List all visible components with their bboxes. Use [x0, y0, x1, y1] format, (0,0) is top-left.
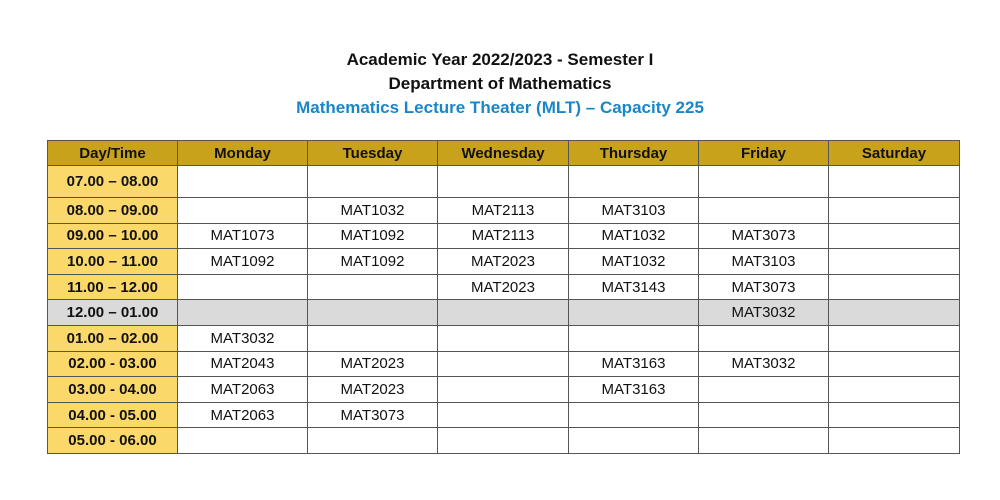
course-cell-saturday	[829, 223, 960, 249]
table-row	[48, 325, 960, 351]
table-row	[48, 428, 960, 454]
course-cell-wednesday: MAT2113	[438, 223, 569, 249]
column-header-monday: Monday	[178, 141, 308, 166]
course-cell-saturday	[829, 325, 960, 351]
course-cell-monday: MAT2063	[178, 402, 308, 428]
course-cell-monday	[178, 166, 308, 198]
course-cell-tuesday	[308, 300, 438, 326]
course-cell-friday	[699, 198, 829, 224]
course-cell-saturday	[829, 428, 960, 454]
course-cell-wednesday	[438, 166, 569, 198]
table-row	[48, 402, 960, 428]
course-cell-thursday: MAT3103	[569, 198, 699, 224]
course-cell-friday	[699, 428, 829, 454]
column-header-day-time: Day/Time	[48, 141, 178, 166]
course-cell-monday	[178, 274, 308, 300]
course-cell-wednesday	[438, 428, 569, 454]
course-cell-monday	[178, 300, 308, 326]
course-cell-thursday: MAT1032	[569, 249, 699, 275]
course-cell-saturday	[829, 377, 960, 403]
course-cell-saturday	[829, 300, 960, 326]
course-cell-friday: MAT3032	[699, 300, 829, 326]
table-row	[48, 351, 960, 377]
course-cell-thursday: MAT3163	[569, 377, 699, 403]
time-slot-cell: 03.00 - 04.00	[48, 377, 178, 403]
course-cell-monday: MAT1073	[178, 223, 308, 249]
time-slot-cell: 08.00 – 09.00	[48, 198, 178, 224]
course-cell-wednesday: MAT2113	[438, 198, 569, 224]
course-cell-friday	[699, 402, 829, 428]
course-cell-wednesday	[438, 300, 569, 326]
course-cell-monday: MAT3032	[178, 325, 308, 351]
course-cell-saturday	[829, 402, 960, 428]
course-cell-tuesday	[308, 166, 438, 198]
course-cell-thursday	[569, 166, 699, 198]
course-cell-thursday	[569, 325, 699, 351]
column-header-tuesday: Tuesday	[308, 141, 438, 166]
course-cell-saturday	[829, 274, 960, 300]
time-slot-cell: 11.00 – 12.00	[48, 274, 178, 300]
course-cell-friday: MAT3073	[699, 274, 829, 300]
course-cell-wednesday	[438, 351, 569, 377]
column-header-saturday: Saturday	[829, 141, 960, 166]
course-cell-friday	[699, 377, 829, 403]
course-cell-tuesday: MAT1092	[308, 223, 438, 249]
course-cell-saturday	[829, 166, 960, 198]
course-cell-friday: MAT3103	[699, 249, 829, 275]
course-cell-wednesday: MAT2023	[438, 274, 569, 300]
course-cell-thursday: MAT3163	[569, 351, 699, 377]
course-cell-saturday	[829, 249, 960, 275]
header-row	[48, 141, 960, 166]
course-cell-thursday: MAT3143	[569, 274, 699, 300]
course-cell-friday	[699, 325, 829, 351]
time-slot-cell: 12.00 – 01.00	[48, 300, 178, 326]
time-slot-cell: 07.00 – 08.00	[48, 166, 178, 198]
academic-year-title: Academic Year 2022/2023 - Semester I	[346, 50, 654, 69]
course-cell-tuesday: MAT2023	[308, 377, 438, 403]
course-cell-monday	[178, 428, 308, 454]
course-cell-wednesday	[438, 325, 569, 351]
table-row	[48, 249, 960, 275]
course-cell-saturday	[829, 351, 960, 377]
course-cell-monday: MAT2063	[178, 377, 308, 403]
time-slot-cell: 01.00 – 02.00	[48, 325, 178, 351]
table-row	[48, 198, 960, 224]
course-cell-thursday	[569, 428, 699, 454]
course-cell-saturday	[829, 198, 960, 224]
course-cell-tuesday	[308, 428, 438, 454]
course-cell-monday: MAT2043	[178, 351, 308, 377]
table-row	[48, 166, 960, 198]
course-cell-tuesday	[308, 274, 438, 300]
course-cell-monday: MAT1092	[178, 249, 308, 275]
department-title: Department of Mathematics	[388, 74, 612, 93]
table-row	[48, 223, 960, 249]
course-cell-tuesday: MAT1092	[308, 249, 438, 275]
course-cell-thursday	[569, 300, 699, 326]
column-header-thursday: Thursday	[569, 141, 699, 166]
course-cell-friday	[699, 166, 829, 198]
course-cell-friday: MAT3032	[699, 351, 829, 377]
time-slot-cell: 10.00 – 11.00	[48, 249, 178, 275]
course-cell-tuesday: MAT3073	[308, 402, 438, 428]
table-row	[48, 274, 960, 300]
course-cell-wednesday	[438, 402, 569, 428]
course-cell-wednesday: MAT2023	[438, 249, 569, 275]
course-cell-monday	[178, 198, 308, 224]
column-header-wednesday: Wednesday	[438, 141, 569, 166]
course-cell-friday: MAT3073	[699, 223, 829, 249]
venue-subtitle: Mathematics Lecture Theater (MLT) – Capacity 225	[296, 98, 704, 117]
table-row	[48, 300, 960, 326]
table-row	[48, 377, 960, 403]
course-cell-wednesday	[438, 377, 569, 403]
timetable	[47, 140, 960, 454]
timetable-body	[48, 166, 960, 454]
course-cell-tuesday	[308, 325, 438, 351]
time-slot-cell: 04.00 - 05.00	[48, 402, 178, 428]
column-header-friday: Friday	[699, 141, 829, 166]
time-slot-cell: 05.00 - 06.00	[48, 428, 178, 454]
course-cell-tuesday: MAT2023	[308, 351, 438, 377]
time-slot-cell: 02.00 - 03.00	[48, 351, 178, 377]
time-slot-cell: 09.00 – 10.00	[48, 223, 178, 249]
course-cell-tuesday: MAT1032	[308, 198, 438, 224]
course-cell-thursday: MAT1032	[569, 223, 699, 249]
document-header	[0, 48, 1000, 120]
course-cell-thursday	[569, 402, 699, 428]
